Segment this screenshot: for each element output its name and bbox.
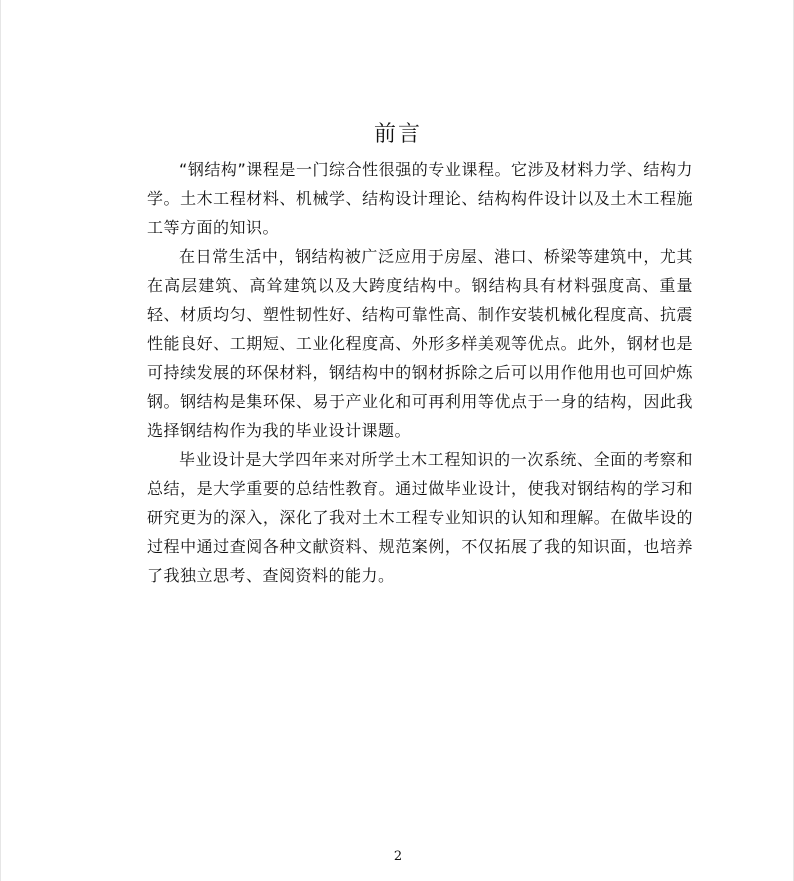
- paragraph-graduation-design: 毕业设计是大学四年来对所学土木工程知识的一次系统、全面的考察和总结，是大学重要的总结性教育。通过做毕业设计，使我对钢结构的学习和研究更为的深入，深化了我对土木工程专业知识的认知和理解。在做毕设的过程中通过查阅各种文献资料、规范案例，不仅拓展了我的知识面，也培养了我独立思考、查阅资料的能力。: [147, 450, 693, 585]
- paragraph-steel-advantages: 在日常生活中，钢结构被广泛应用于房屋、港口、桥梁等建筑中，尤其在高层建筑、高耸建筑以及大跨度结构中。钢结构具有材料强度高、重量轻、材质均匀、塑性韧性好、结构可靠性高、制作安装机械化程度高、抗震性能良好、工期短、工业化程度高、外形多样美观等优点。此外，钢材也是可持续发展的环保材料，钢结构中的钢材拆除之后可以用作他用也可回炉炼钢。钢结构是集环保、易于产业化和可再利用等优点于一身的结构，因此我选择钢结构作为我的毕业设计课题。: [147, 247, 693, 440]
- page-title: 前言: [373, 122, 422, 147]
- page-number: 2: [393, 849, 403, 864]
- body-text: [147, 155, 693, 590]
- paragraph-course-intro: “钢结构”课程是一门综合性很强的专业课程。它涉及材料力学、结构力学。土木工程材料、机械学、结构设计理论、结构构件设计以及土木工程施工等方面的知识。: [147, 160, 693, 237]
